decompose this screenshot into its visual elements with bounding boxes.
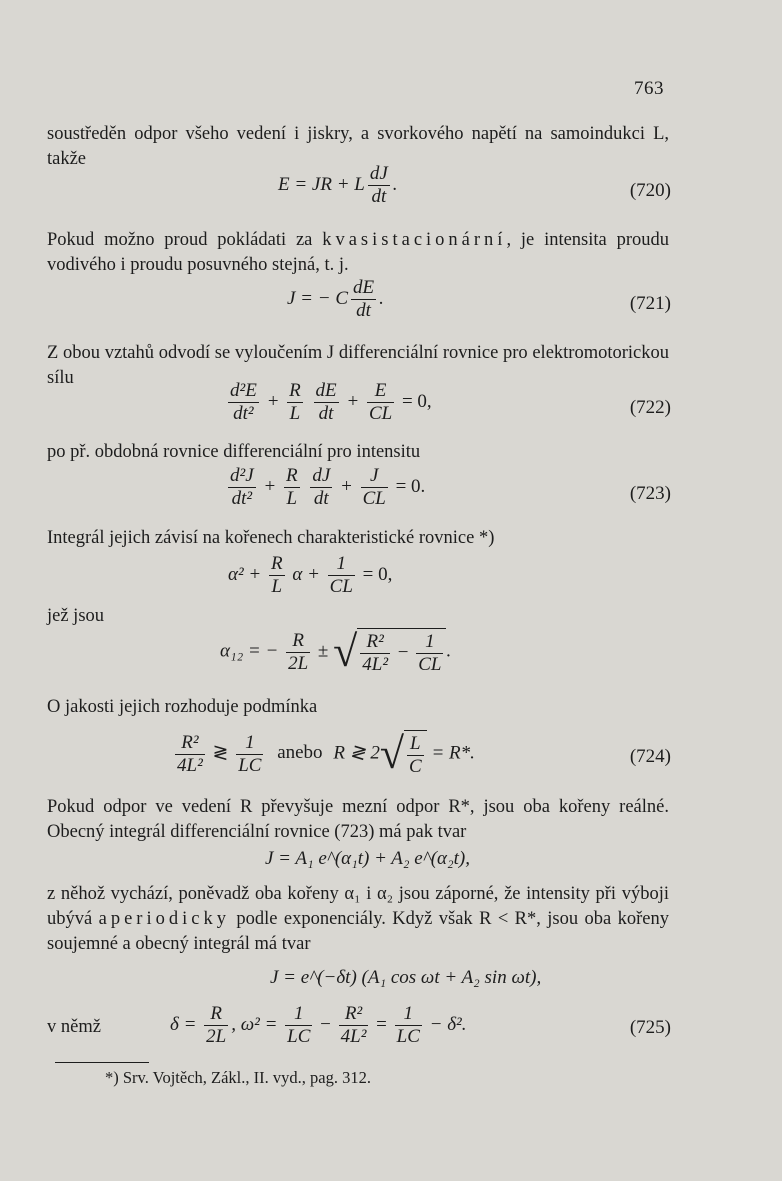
paragraph-7: O jakosti jejich rozhoduje podmínka [47, 697, 318, 717]
equation-724: $\frac{\text{R²}}{\text{4L²}}$ ≷ $\frac{1}{LC}$ anebo R ≷ 2√ $\frac{L}{C}$ = R*. [177, 729, 475, 778]
paragraph-6: jež jsou [47, 606, 105, 626]
square-root: √ $\frac{\text{R²}}{\text{4L²}}$ − $\frac{1}{CL}$ [333, 628, 446, 676]
equation-725: δ = $\frac{R}{2L}$ , ω² = $\frac{1}{LC}$ − $\frac{\text{R²}}{\text{4L²}}$ = $\frac{1}{LC}$ − δ². [170, 1003, 467, 1047]
equation-number-723: (723) [629, 483, 671, 504]
page-number: 763 [634, 78, 664, 99]
paragraph-2: Pokud možno proud pokládati za kvasistacionární, je intensita proudu vodivého i proudu posuvného stejná, t. j. [47, 230, 669, 275]
paragraph-10: v němž [47, 1017, 101, 1037]
equation-number-724: (724) [629, 746, 671, 767]
oscillatory-integral-equation: J = e^(−δt) (A₁ cos ωt + A₂ sin ωt), [270, 967, 542, 988]
equation-723: $\frac{\text{d²J}}{\text{dt²}}$ + $\frac{R}{L}$ $\frac{dJ}{dt}$ + $\frac{J}{CL}$ = 0. [230, 465, 426, 509]
paragraph-8: Pokud odpor ve vedení R převyšuje mezní odpor R*, jsou oba kořeny reálné. Obecný integrál differenciální rovnice (723) má pak tvar [47, 797, 669, 842]
paragraph-4: po př. obdobná rovnice differenciální pro intensitu [47, 442, 421, 462]
footnote: *) Srv. Vojtěch, Zákl., II. vyd., pag. 312. [105, 1068, 371, 1087]
paragraph-3: Z obou vztahů odvodí se vyloučením J differenciální rovnice pro elektromotorickou sílu [47, 343, 669, 388]
equation-number-722: (722) [629, 397, 671, 418]
equation-number-725: (725) [629, 1017, 671, 1038]
paragraph-1: soustředěn odpor všeho vedení i jiskry, a svorkového napětí na samoindukci L, takže [47, 124, 669, 169]
paragraph-9: z něhož vychází, poněvadž oba kořeny α₁ i α₂ jsou záporné, že intensity při výboji ubývá aperiodicky podle exponenciály. Když však R < R*, jsou oba kořeny soujemné a obecný integrál má tvar [47, 884, 669, 954]
equation-number-721: (721) [629, 293, 671, 314]
equation-722: $\frac{\text{d²E}}{\text{dt²}}$ + $\frac{R}{L}$ $\frac{dE}{dt}$ + $\frac{E}{CL}$ = 0, [230, 380, 432, 424]
equation-721: J = − C $\frac{dE}{dt}$ . [287, 277, 384, 321]
general-integral-equation: J = A₁ e^(α₁t) + A₂ e^(α₂t), [265, 848, 470, 869]
footnote-rule [55, 1062, 149, 1063]
equation-number-720: (720) [629, 180, 671, 201]
paragraph-5: Integrál jejich závisí na kořenech charakteristické rovnice *) [47, 528, 495, 548]
square-root: √ $\frac{L}{C}$ [380, 730, 427, 778]
roots-equation: α₁₂ = − $\frac{R}{2L}$ ± √ $\frac{\text{R²}}{\text{4L²}}$ − $\frac{1}{CL}$ . [220, 627, 452, 676]
equation-720: E = JR + L $\frac{dJ}{dt}$ . [278, 163, 398, 207]
characteristic-equation: α² + $\frac{R}{L}$ α + $\frac{1}{CL}$ = 0, [228, 553, 393, 597]
